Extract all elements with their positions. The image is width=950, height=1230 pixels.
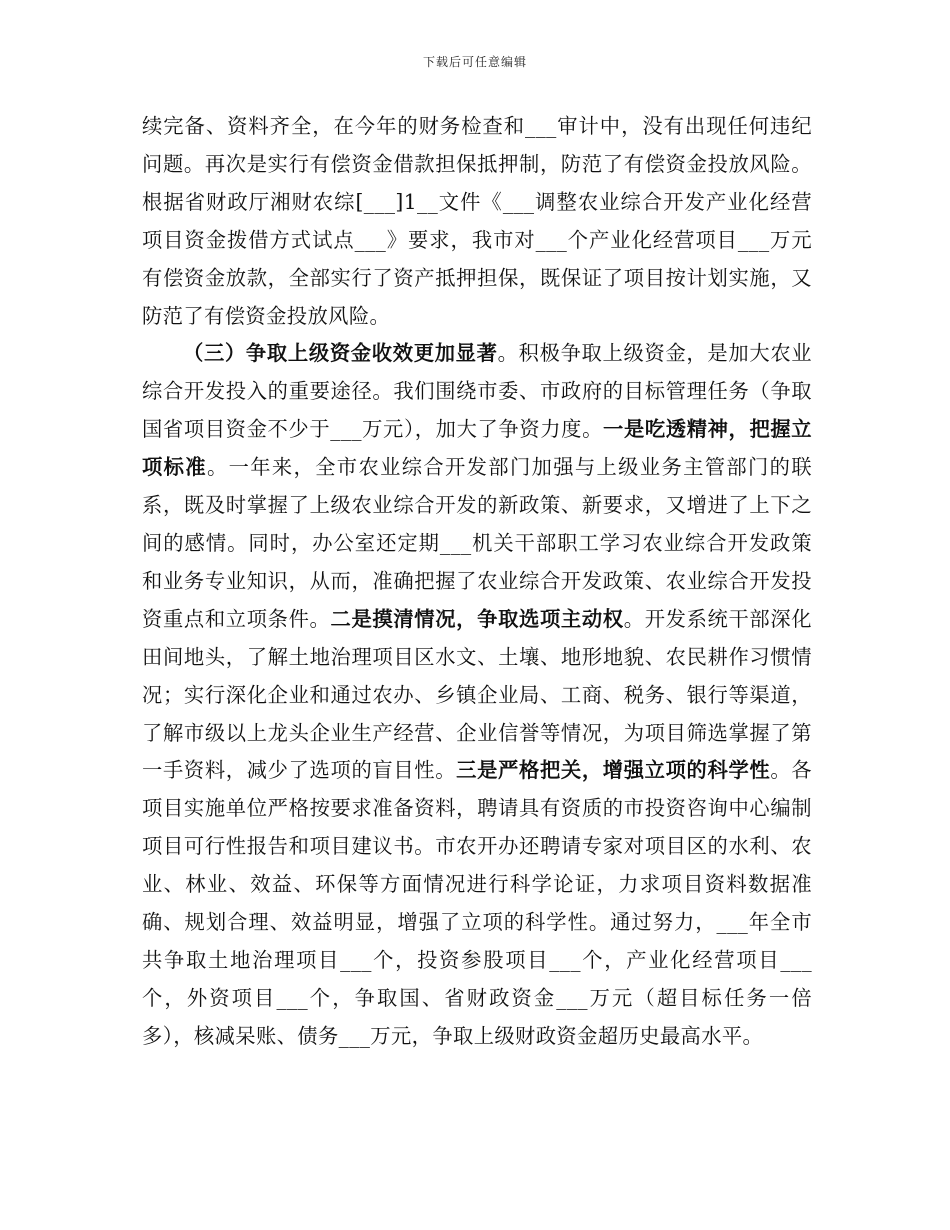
paragraph-text: 。开发系统干部深化田间地头，了解土地治理项目区水文、土壤、地形地貌、农民耕作习惯情况；实行深化企业和通过农办、乡镇企业局、工商、税务、银行等渠道，了解市级以上龙头企业生产经营、企业信誉等情况，为项目筛选掌握了第一手资料，减少了选项的盲目性。 [142,606,812,783]
paragraph-text: 。积极争取上级资金，是加大农业综合开发投入的重要途径。我们围绕市委、市政府的目标管理任务（争取国省项目资金不少于___万元），加大了争资力度。 [142,341,812,442]
paragraph-text: 。一年来，全市农业综合开发部门加强与上级业务主管部门的联系，既及时掌握了上级农业综合开发的新政策、新要求，又增进了上下之间的感情。同时，办公室还定期___机关干部职工学习农业综合开发政策和业务专业知识，从而，准确把握了农业综合开发政策、农业综合开发投资重点和立项条件。 [142,455,813,631]
bold-point-1: 一是吃透精神，把握立项标准 [142,417,812,480]
section-heading: （三）争取上级资金收效更加显著 [183,341,498,366]
bold-point-2: 二是摸清情况，争取选项主动权 [330,606,624,631]
bold-point-3: 三是严格把关，增强立项的科学性 [456,758,771,783]
page-header: 下载后可任意编辑 [422,55,527,69]
paragraph-text: 。各项目实施单位严格按要求准备资料，聘请具有资质的市投资咨询中心编制项目可行性报告和项目建议书。市农开办还聘请专家对项目区的水利、农业、林业、效益、环保等方面情况进行科学论证，力求项目资料数据准确、规划合理、效益明显，增强了立项的科学性。通过努力，___年全市共争取土地治理项目___个，投资参股项目___个，产业化经营项目___个，外资项目___个，争取国、省财政资金___万元（超目标任务一倍多），核减呆账、债务___万元，争取上级财政资金超历史最高水平。 [142,758,812,1048]
paragraph-2 [142,335,812,1055]
paragraph-1: 续完备、资料齐全，在今年的财务检查和___审计中，没有出现任何违纪问题。再次是实行有偿资金借款担保抵押制，防范了有偿资金投放风险。根据省财政厅湘财农综[___]1__文件《___调整农业综合开发产业化经营项目资金拨借方式试点___》要求，我市对___个产业化经营项目___万元有偿资金放款，全部实行了资产抵押担保，既保证了项目按计划实施，又防范了有偿资金投放风险。 [142,114,812,328]
document-body [142,108,812,1056]
